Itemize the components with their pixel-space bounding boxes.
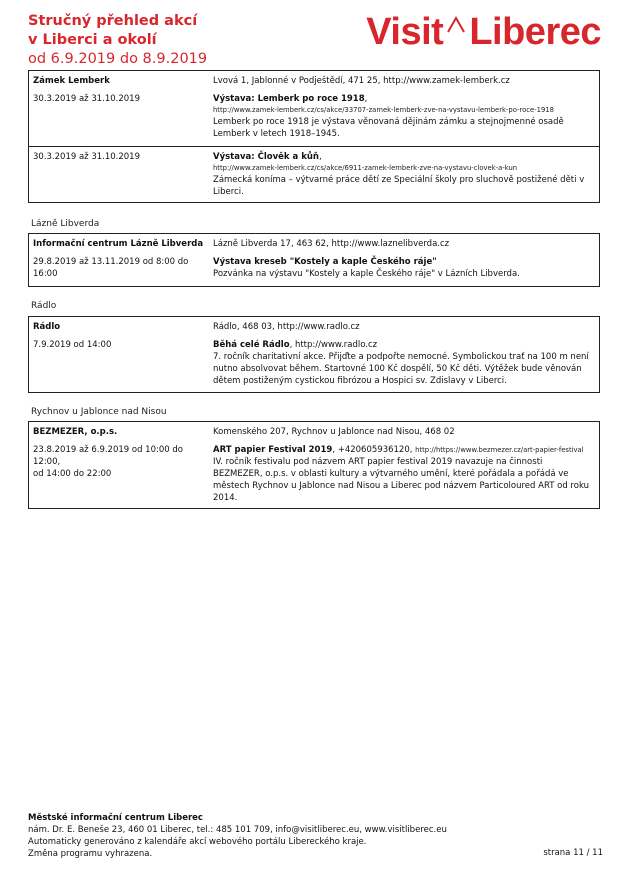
event-description: Pozvánka na výstavu "Kostely a kaple Českého ráje" v Lázních Libverda. [213, 269, 520, 279]
event-date-line-1: 23.8.2019 až 6.9.2019 od 10:00 do 12:00, [33, 445, 183, 467]
event-title[interactable]: Výstava: Člověk a kůň [213, 152, 319, 162]
section-label-rychnov: Rychnov u Jablonce nad Nisou [31, 407, 167, 417]
event-detail [210, 339, 599, 387]
document-title [28, 12, 207, 69]
event-row [29, 256, 599, 286]
venue-name: Informační centrum Lázně Libverda [33, 239, 204, 249]
event-url[interactable]: http://https://www.bezmezer.cz/art-papier-festival [415, 446, 584, 454]
venue-address: Lvová 1, Jablonné v Podještědí, 471 25, http://www.zamek-lemberk.cz [213, 76, 510, 86]
event-row [29, 444, 599, 508]
page-header [0, 0, 625, 70]
event-url[interactable]: http://www.zamek-lemberk.cz/cs/akce/33707-zamek-lemberk-zve-na-vystavu-lemberk-po-roce-1918 [213, 106, 554, 114]
event-detail [210, 151, 599, 198]
venue-address: Lázně Libverda 17, 463 62, http://www.laznelibverda.cz [213, 239, 450, 249]
footer-note-1: Automaticky generováno z kalendáře akcí webového portálu Libereckého kraje. [28, 837, 367, 847]
event-title-suffix: , [318, 152, 322, 162]
event-detail [210, 256, 599, 280]
event-row [29, 147, 599, 202]
venue-name: Rádlo [33, 322, 61, 332]
page-footer [28, 812, 603, 860]
event-title-suffix[interactable]: , http://www.radlo.cz [289, 340, 378, 350]
footer-address: nám. Dr. E. Beneše 23, 460 01 Liberec, tel.: 485 101 709, info@visitliberec.eu, www.visitliberec.eu [28, 825, 447, 835]
event-description: Lemberk po roce 1918 je výstava věnovaná dějinám zámku a stejnojmenné osadě Lemberk v letech 1918–1945. [213, 117, 564, 139]
event-title[interactable]: Výstava kreseb "Kostely a kaple Českého ráje" [213, 257, 437, 267]
event-title[interactable]: ART papier Festival 2019 [213, 445, 333, 455]
event-date: 29.8.2019 až 13.11.2019 od 8:00 do 16:00 [33, 257, 189, 279]
event-description: 7. ročník charitativní akce. Přijďte a podpořte nemocné. Symbolickou trať na 100 m není nutno absolvovat během. Startovné 100 Kč dospělí, 50 Kč děti. Výtěžek bude věnován dětem postiženým cystickou fibrózou a Hospici sv. Zdislavy v Liberci. [213, 352, 589, 386]
title-line-2: v Liberci a okolí [28, 32, 157, 48]
event-description: Zámecká koníma – výtvarné práce dětí ze Speciální školy pro sluchově postižené děti v Liberci. [213, 175, 585, 197]
footer-note-2: Změna programu vyhrazena. [28, 849, 153, 859]
event-description: IV. ročník festivalu pod názvem ART papier festival 2019 navazuje na činnosti BEZMEZER, o.p.s. v oblasti kultury a výtvarného umění, které pořádala a pořádá ve městech Rychnov u Jablonce nad Nisou a Liberec pod názvem Particoloured ART od roku 2014. [213, 457, 589, 503]
venue-header-row [29, 234, 599, 256]
event-date: 30.3.2019 až 31.10.2019 [33, 152, 141, 162]
event-url[interactable]: http://www.zamek-lemberk.cz/cs/akce/6911-zamek-lemberk-zve-na-vystavu-clovek-a-kun [213, 164, 518, 172]
venue-header-row [29, 317, 599, 339]
venue-box-radlo [28, 316, 600, 393]
event-date: 7.9.2019 od 14:00 [33, 340, 112, 350]
date-range: od 6.9.2019 do 8.9.2019 [28, 51, 208, 67]
footer-org: Městské informační centrum Liberec [28, 813, 203, 823]
venue-header-row [29, 71, 599, 93]
logo-text-visit: Visit [366, 11, 444, 53]
venue-box-bezmezer [28, 421, 600, 509]
venue-name: BEZMEZER, o.p.s. [33, 427, 118, 437]
event-row [29, 93, 599, 146]
logo-text-liberec: Liberec [469, 11, 601, 53]
event-date: 30.3.2019 až 31.10.2019 [33, 94, 141, 104]
event-row [29, 339, 599, 392]
logo-caret-icon [445, 14, 467, 36]
event-date-line-2: od 14:00 do 22:00 [33, 469, 112, 479]
event-title[interactable]: Výstava: Lemberk po roce 1918 [213, 94, 365, 104]
event-detail [210, 93, 599, 140]
event-title[interactable]: Běhá celé Rádlo [213, 340, 290, 350]
venue-name: Zámek Lemberk [33, 76, 110, 86]
section-label-libverda: Lázně Libverda [31, 219, 100, 229]
event-title-suffix: , [364, 94, 368, 104]
title-line-1: Stručný přehled akcí [28, 13, 198, 29]
event-date [29, 444, 210, 504]
visit-liberec-logo [366, 12, 601, 52]
venue-box-libverda [28, 233, 600, 287]
section-label-radlo: Rádlo [31, 301, 57, 311]
page-number: strana 11 / 11 [543, 848, 603, 858]
venue-address: Komenského 207, Rychnov u Jablonce nad Nisou, 468 02 [213, 427, 455, 437]
venue-address: Rádlo, 468 03, http://www.radlo.cz [213, 322, 360, 332]
venue-header-row [29, 422, 599, 444]
event-title-suffix: , +420605936120, [332, 445, 416, 455]
venue-box-lemberk [28, 70, 600, 203]
event-detail [210, 444, 599, 504]
